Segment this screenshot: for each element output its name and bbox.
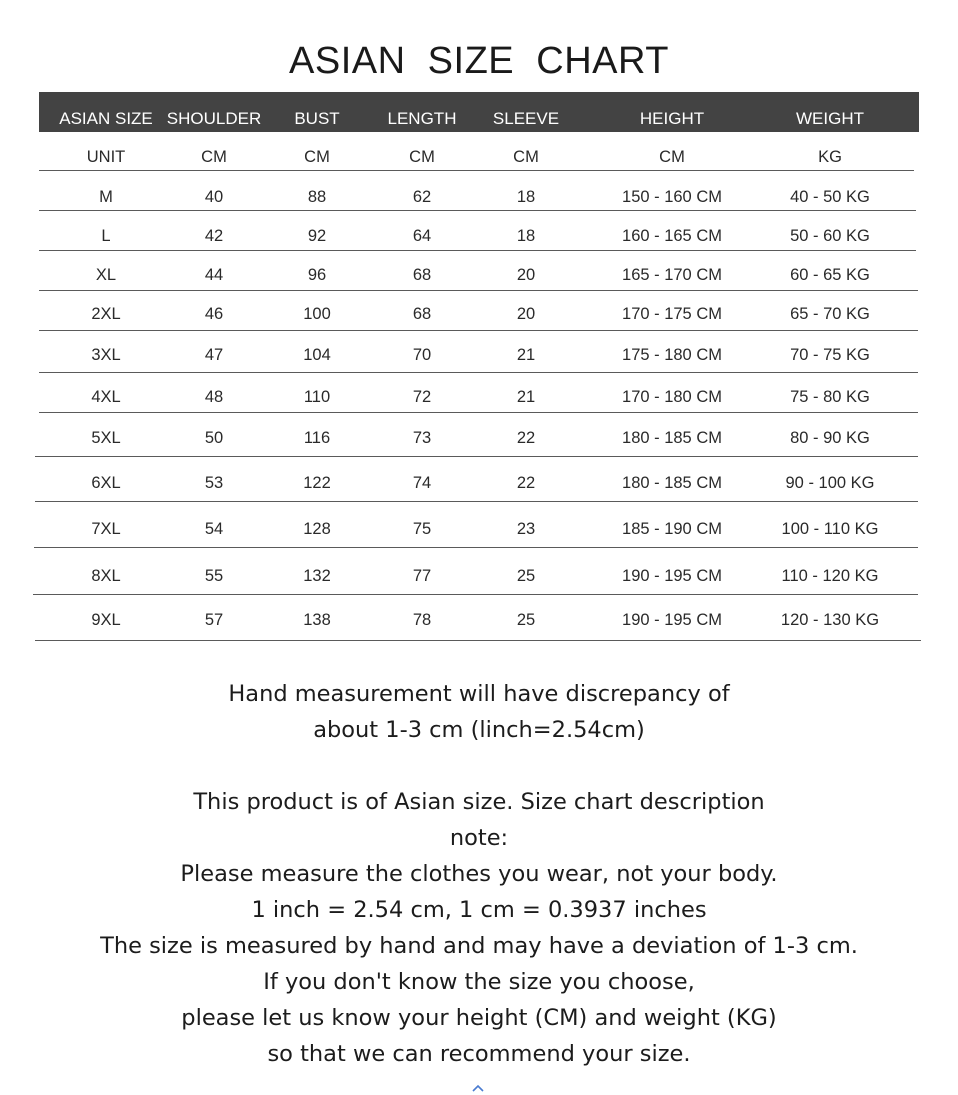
column-header: HEIGHT (639, 109, 705, 128)
column-header: LENGTH (387, 109, 457, 128)
table-cell: 47 (204, 346, 224, 364)
row-divider (39, 290, 918, 291)
unit-cell: KG (818, 148, 842, 166)
table-cell: 65 - 70 KG (790, 305, 870, 323)
table-cell: 3XL (91, 346, 121, 364)
table-cell: 170 - 175 CM (622, 305, 722, 323)
unit-cell: CM (304, 148, 330, 166)
table-cell: 60 - 65 KG (790, 266, 870, 284)
table-cell: 80 - 90 KG (790, 429, 870, 447)
unit-cell: CM (409, 148, 435, 166)
table-cell: 44 (204, 266, 224, 284)
table-cell: 21 (516, 388, 536, 406)
table-cell: 7XL (91, 520, 121, 538)
table-cell: 48 (204, 388, 224, 406)
note-line: 1 inch = 2.54 cm, 1 cm = 0.3937 inches (251, 897, 707, 923)
table-cell: 75 - 80 KG (790, 388, 870, 406)
table-cell: M (99, 188, 113, 206)
note-line: please let us know your height (CM) and weight (KG) (181, 1005, 777, 1031)
table-cell: 190 - 195 CM (622, 611, 722, 629)
table-cell: 116 (303, 429, 331, 447)
table-cell: 42 (204, 227, 224, 245)
table-cell: 18 (516, 188, 536, 206)
table-cell: 40 - 50 KG (790, 188, 870, 206)
table-cell: 128 (303, 520, 331, 538)
table-cell: 90 - 100 KG (785, 474, 875, 492)
row-divider (39, 330, 918, 331)
table-cell: 175 - 180 CM (622, 346, 722, 364)
table-cell: 54 (204, 520, 224, 538)
table-cell: 88 (307, 188, 327, 206)
row-divider (35, 456, 918, 457)
table-cell: 22 (516, 429, 536, 447)
table-cell: 23 (516, 520, 536, 538)
table-cell: 104 (303, 346, 331, 364)
row-divider (39, 170, 914, 171)
column-header: BUST (294, 109, 340, 128)
table-cell: 18 (516, 227, 536, 245)
table-cell: 100 - 110 KG (781, 520, 879, 538)
table-cell: 72 (412, 388, 432, 406)
table-cell: 40 (204, 188, 224, 206)
table-cell: 160 - 165 CM (622, 227, 722, 245)
table-cell: 120 - 130 KG (780, 611, 880, 629)
table-cell: XL (95, 266, 117, 284)
row-divider (39, 412, 918, 413)
table-cell: 46 (204, 305, 224, 323)
table-cell: 4XL (91, 388, 121, 406)
row-divider (39, 250, 916, 251)
table-cell: 55 (204, 567, 224, 585)
row-divider (39, 210, 916, 211)
table-cell: 20 (516, 305, 536, 323)
note-line: The size is measured by hand and may have a deviation of 1-3 cm. (100, 933, 858, 959)
table-cell: 8XL (91, 567, 121, 585)
unit-cell: CM (513, 148, 539, 166)
table-cell: 9XL (91, 611, 121, 629)
table-cell: 68 (412, 266, 432, 284)
column-header: SHOULDER (166, 109, 262, 128)
table-cell: 25 (516, 611, 536, 629)
table-cell: 25 (516, 567, 536, 585)
table-cell: 92 (307, 227, 327, 245)
table-cell: 73 (412, 429, 432, 447)
note-line: This product is of Asian size. Size chart description (193, 789, 765, 815)
note-line: Hand measurement will have discrepancy of (228, 681, 730, 707)
table-cell: 75 (412, 520, 432, 538)
note-line: about 1-3 cm (linch=2.54cm) (313, 717, 645, 743)
table-cell: 6XL (91, 474, 121, 492)
unit-cell: CM (201, 148, 227, 166)
table-cell: 2XL (91, 305, 121, 323)
table-cell: 74 (412, 474, 432, 492)
note-line: If you don't know the size you choose, (263, 969, 695, 995)
table-cell: 185 - 190 CM (622, 520, 722, 538)
table-cell: 68 (412, 305, 432, 323)
table-cell: L (101, 227, 111, 245)
table-cell: 180 - 185 CM (622, 429, 722, 447)
table-cell: 170 - 180 CM (622, 388, 722, 406)
table-cell: 180 - 185 CM (622, 474, 722, 492)
table-cell: 110 - 120 KG (781, 567, 879, 585)
table-cell: 70 - 75 KG (790, 346, 870, 364)
table-cell: 50 (204, 429, 224, 447)
row-divider (34, 547, 918, 548)
row-divider (35, 640, 921, 641)
unit-cell: UNIT (86, 148, 126, 166)
table-cell: 122 (303, 474, 331, 492)
note-line: Please measure the clothes you wear, not your body. (180, 861, 778, 887)
unit-cell: CM (659, 148, 685, 166)
table-cell: 50 - 60 KG (790, 227, 870, 245)
table-cell: 165 - 170 CM (622, 266, 722, 284)
table-cell: 57 (204, 611, 224, 629)
table-cell: 62 (412, 188, 432, 206)
note-line: note: (449, 825, 509, 851)
table-cell: 100 (303, 305, 331, 323)
row-divider (35, 501, 918, 502)
column-header: WEIGHT (796, 109, 864, 128)
notes-section (0, 676, 958, 1072)
table-cell: 110 (303, 388, 331, 406)
table-cell: 21 (516, 346, 536, 364)
table-cell: 77 (412, 567, 432, 585)
table-cell: 150 - 160 CM (622, 188, 722, 206)
table-cell: 190 - 195 CM (622, 567, 722, 585)
table-cell: 132 (303, 567, 331, 585)
row-divider (39, 372, 918, 373)
table-cell: 22 (516, 474, 536, 492)
table-cell: 70 (412, 346, 432, 364)
note-line: so that we can recommend your size. (267, 1041, 691, 1067)
table-cell: 64 (412, 227, 432, 245)
table-cell: 78 (412, 611, 432, 629)
note-spacer (0, 748, 958, 784)
chevron-up-icon[interactable] (471, 1083, 485, 1093)
table-cell: 5XL (91, 429, 121, 447)
page-title: ASIAN SIZE CHART (289, 40, 669, 82)
table-cell: 96 (307, 266, 327, 284)
table-cell: 53 (204, 474, 224, 492)
column-header: ASIAN SIZE (59, 109, 153, 128)
table-cell: 138 (303, 611, 331, 629)
table-cell: 20 (516, 266, 536, 284)
row-divider (33, 594, 918, 595)
column-header: SLEEVE (492, 109, 560, 128)
